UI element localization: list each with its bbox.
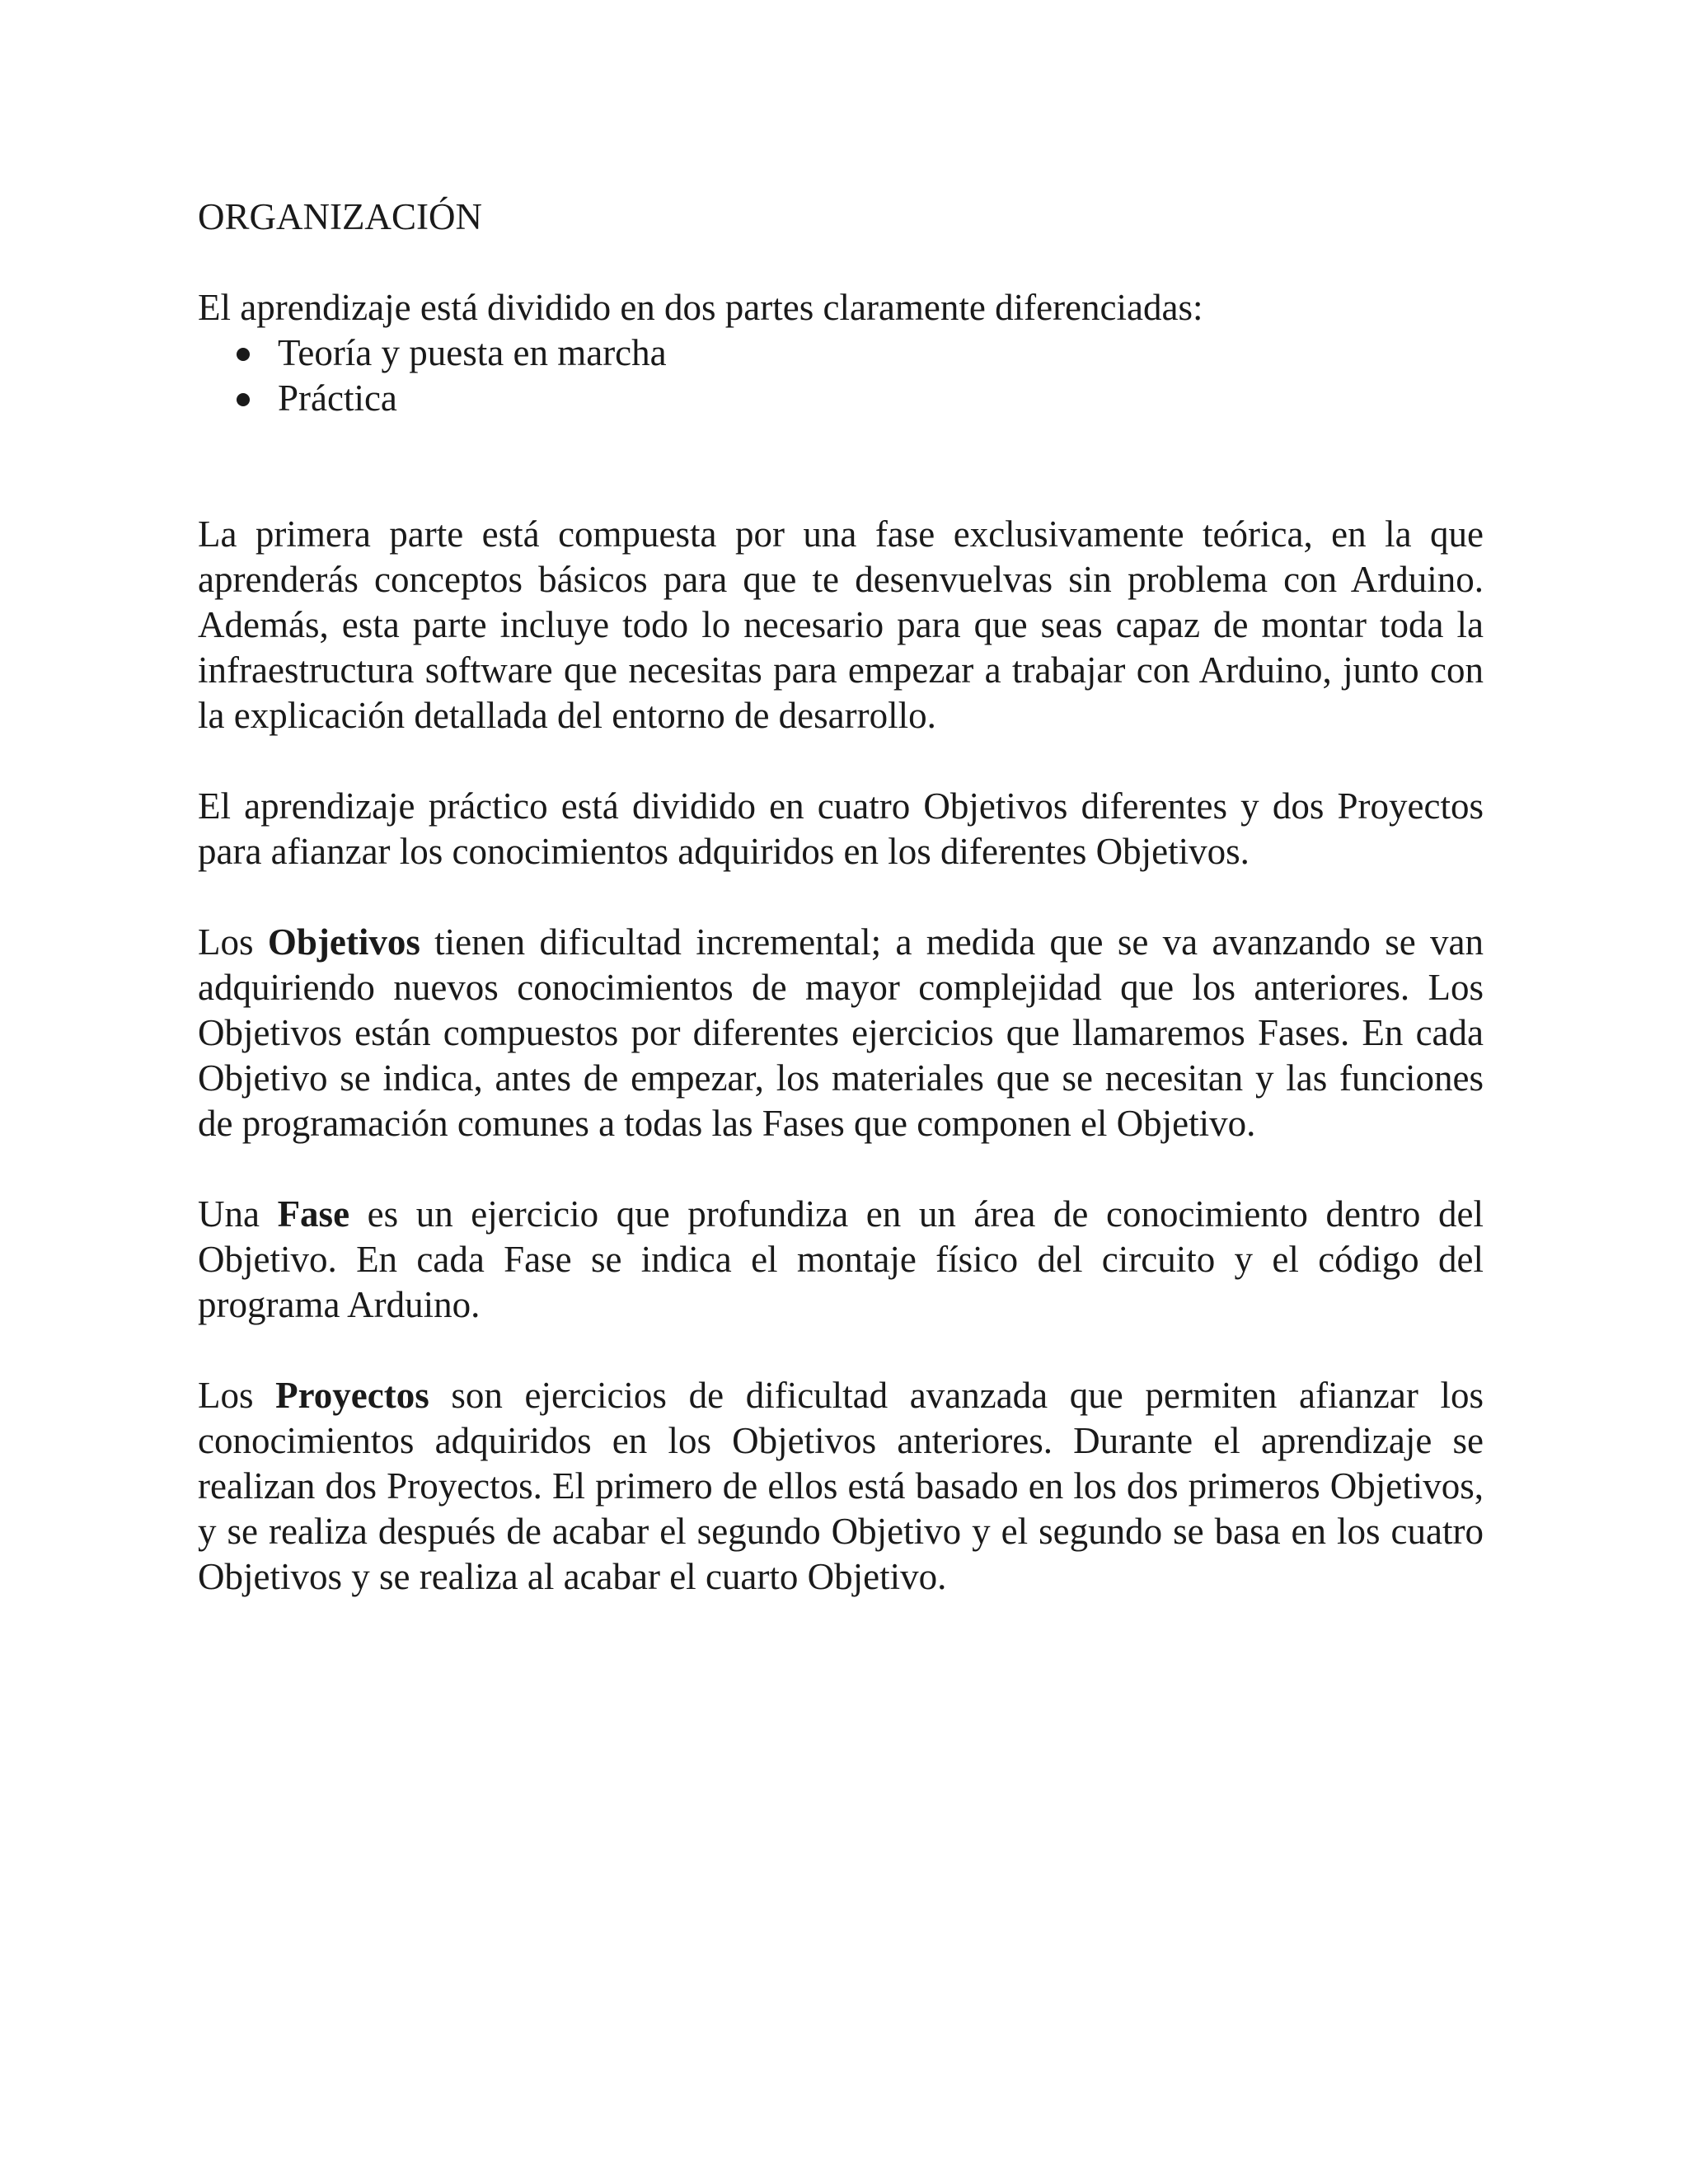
list-item: [198, 376, 1484, 421]
paragraph-rest: es un ejercicio que profundiza en un área de conocimiento dentro del Objetivo. En cada Fase se indica el montaje físico del circuito y el código del programa Arduino.: [198, 1193, 1484, 1325]
intro-paragraph: El aprendizaje está dividido en dos partes claramente diferenciadas:: [198, 287, 1203, 328]
list-item-text: Práctica: [278, 377, 397, 419]
paragraph-lead: Una: [198, 1193, 278, 1235]
paragraph-lead: Los: [198, 1375, 276, 1416]
term-fase: Fase: [277, 1193, 350, 1235]
paragraph-fase: [198, 1192, 1484, 1328]
bullet-list: [198, 330, 1484, 421]
list-item-text: Teoría y puesta en marcha: [278, 332, 667, 373]
term-proyectos: Proyectos: [275, 1375, 429, 1416]
paragraph-proyectos: [198, 1373, 1484, 1600]
list-item: [198, 330, 1484, 376]
paragraph-objetivos: [198, 920, 1484, 1146]
paragraph-theory: La primera parte está compuesta por una fase exclusivamente teórica, en la que aprenderás conceptos básicos para que te desenvuelvas sin problema con Arduino. Además, esta parte incluye todo lo necesario para que seas capaz de montar toda la infraestructura software que necesitas para empezar a trabajar con Arduino, junto con la explicación detallada del entorno de desarrollo.: [198, 513, 1484, 736]
document-body: [198, 194, 1484, 1600]
term-objetivos: Objetivos: [267, 921, 420, 963]
paragraph-rest: tienen dificultad incremental; a medida que se va avanzando se van adquiriendo nuevos conocimientos de mayor complejidad que los anteriores. Los Objetivos están compuestos por diferentes ejercicios que llamaremos Fases. En cada Objetivo se indica, antes de empezar, los materiales que se necesitan y las funciones de programación comunes a todas las Fases que componen el Objetivo.: [198, 921, 1484, 1144]
paragraph-practice: El aprendizaje práctico está dividido en cuatro Objetivos diferentes y dos Proyectos para afianzar los conocimientos adquiridos en los diferentes Objetivos.: [198, 785, 1484, 872]
paragraph-lead: Los: [198, 921, 268, 963]
bullet-icon: [237, 348, 250, 361]
bullet-icon: [237, 393, 250, 406]
page-title: ORGANIZACIÓN: [198, 196, 482, 237]
paragraph-rest: son ejercicios de dificultad avanzada que permiten afianzar los conocimientos adquiridos en los Objetivos anteriores. Durante el aprendizaje se realizan dos Proyectos. El primero de ellos está basado en los dos primeros Objetivos, y se realiza después de acabar el segundo Objetivo y el segundo se basa en los cuatro Objetivos y se realiza al acabar el cuarto Objetivo.: [198, 1375, 1484, 1597]
